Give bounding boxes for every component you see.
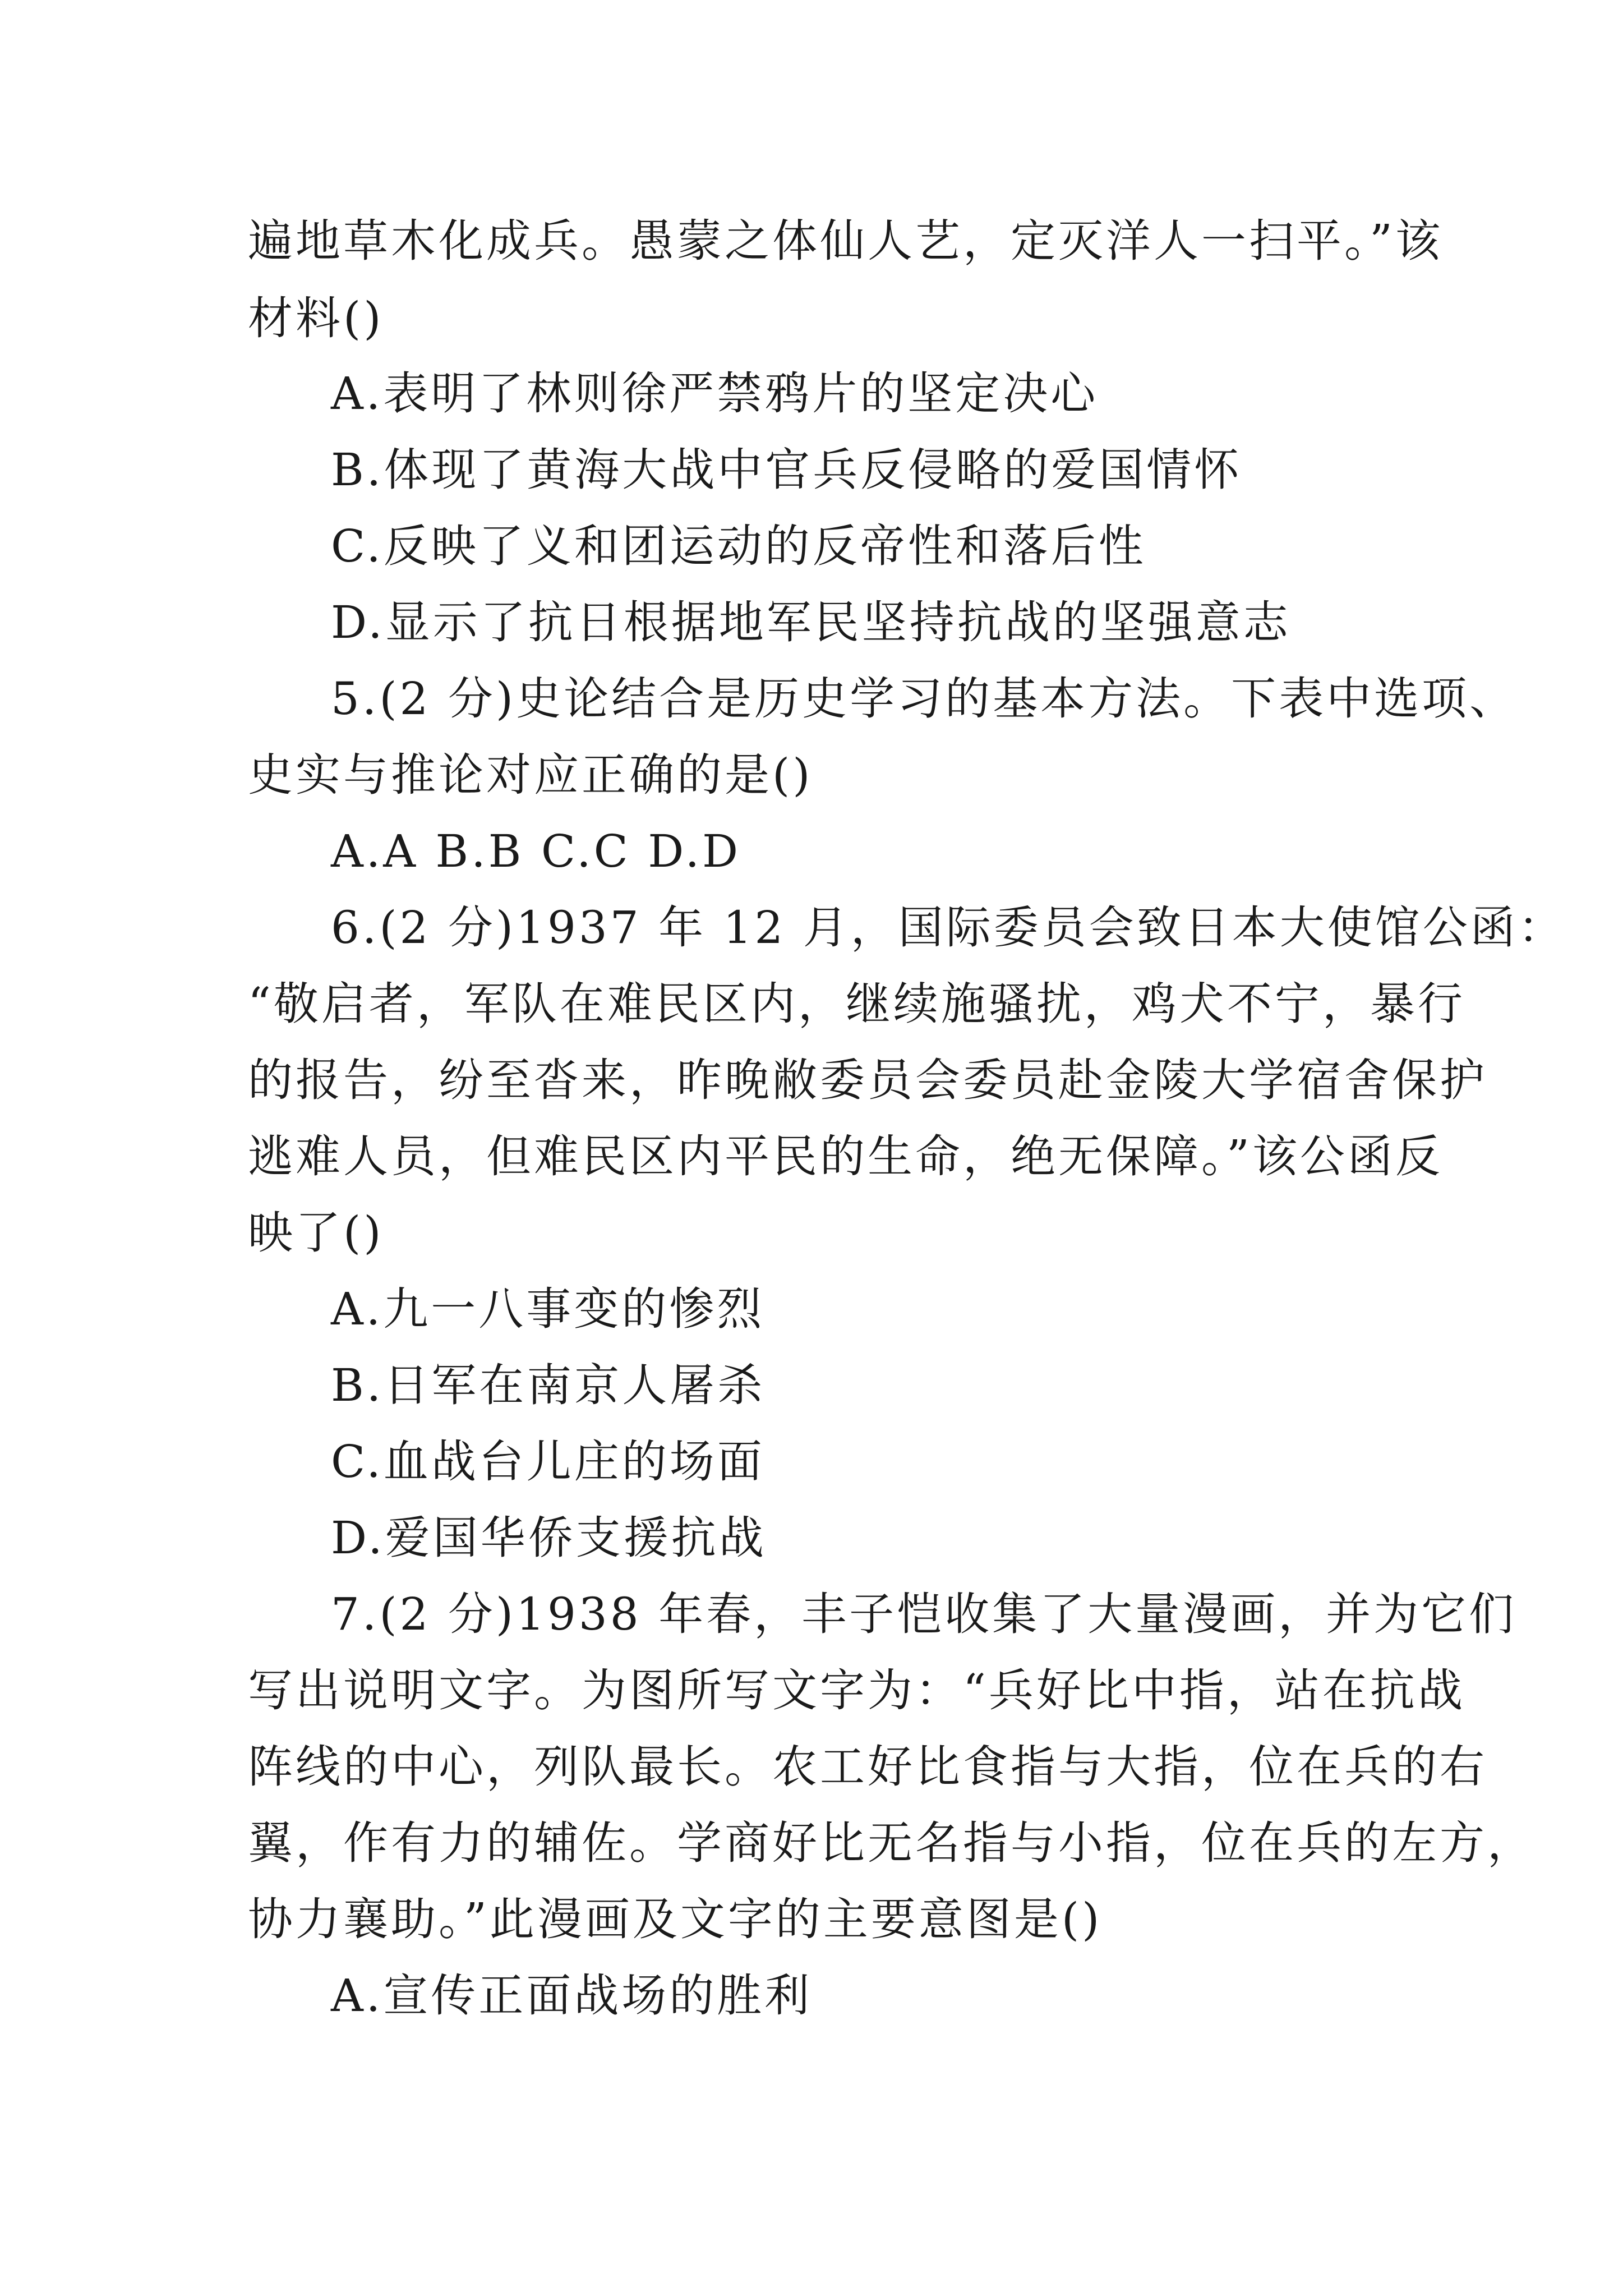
q7-option-a: A.宣传正面战场的胜利 bbox=[331, 1970, 813, 2022]
q6-stem-line-4: 逃难人员，但难民区内平民的生命，绝无保障。”该公函反 bbox=[248, 1130, 1443, 1182]
q6-option-a: A.九一八事变的惨烈 bbox=[331, 1283, 765, 1335]
q4-option-a: A.表明了林则徐严禁鸦片的坚定决心 bbox=[331, 367, 1099, 420]
q6-stem-line-3: 的报告，纷至沓来，昨晚敝委员会委员赴金陵大学宿舍保护 bbox=[248, 1054, 1487, 1106]
q4-option-d: D.显示了抗日根据地军民坚持抗战的坚强意志 bbox=[331, 596, 1291, 648]
q6-stem-line-5: 映了() bbox=[248, 1207, 384, 1259]
q7-stem-line-5: 协力襄助。”此漫画及文字的主要意图是() bbox=[248, 1893, 1103, 1945]
q7-stem-line-4: 翼，作有力的辅佐。学商好比无名指与小指，位在兵的左方， bbox=[248, 1817, 1535, 1869]
q5-options: A.A B.B C.C D.D bbox=[331, 825, 741, 877]
q7-stem-line-3: 阵线的中心，列队最长。农工好比食指与大指，位在兵的右 bbox=[248, 1741, 1487, 1793]
q4-option-c: C.反映了义和团运动的反帝性和落后性 bbox=[331, 520, 1146, 572]
q4-option-b: B.体现了黄海大战中官兵反侵略的爱国情怀 bbox=[331, 444, 1242, 496]
q6-option-d: D.爱国华侨支援抗战 bbox=[331, 1512, 767, 1564]
q6-option-c: C.血战台儿庄的场面 bbox=[331, 1435, 765, 1488]
q6-stem-line-1: 6.(2 分)1937 年 12 月，国际委员会致日本大使馆公函： bbox=[331, 901, 1566, 954]
q6-stem-line-2: “敬启者，军队在难民区内，继续施骚扰，鸡犬不宁，暴行 bbox=[248, 978, 1465, 1030]
q4-stem-line-2: 材料() bbox=[248, 292, 384, 344]
q5-stem-line-1: 5.(2 分)史论结合是历史学习的基本方法。下表中选项、 bbox=[331, 673, 1518, 725]
q5-stem-line-2: 史实与推论对应正确的是() bbox=[248, 749, 813, 801]
q7-stem-line-1: 7.(2 分)1938 年春，丰子恺收集了大量漫画，并为它们 bbox=[331, 1588, 1517, 1640]
q6-option-b: B.日军在南京人屠杀 bbox=[331, 1359, 766, 1411]
q4-stem-line-1: 遍地草木化成兵。愚蒙之体仙人艺，定灭洋人一扫平。”该 bbox=[248, 215, 1443, 267]
q7-stem-line-2: 写出说明文字。为图所写文字为：“兵好比中指，站在抗战 bbox=[248, 1664, 1465, 1717]
